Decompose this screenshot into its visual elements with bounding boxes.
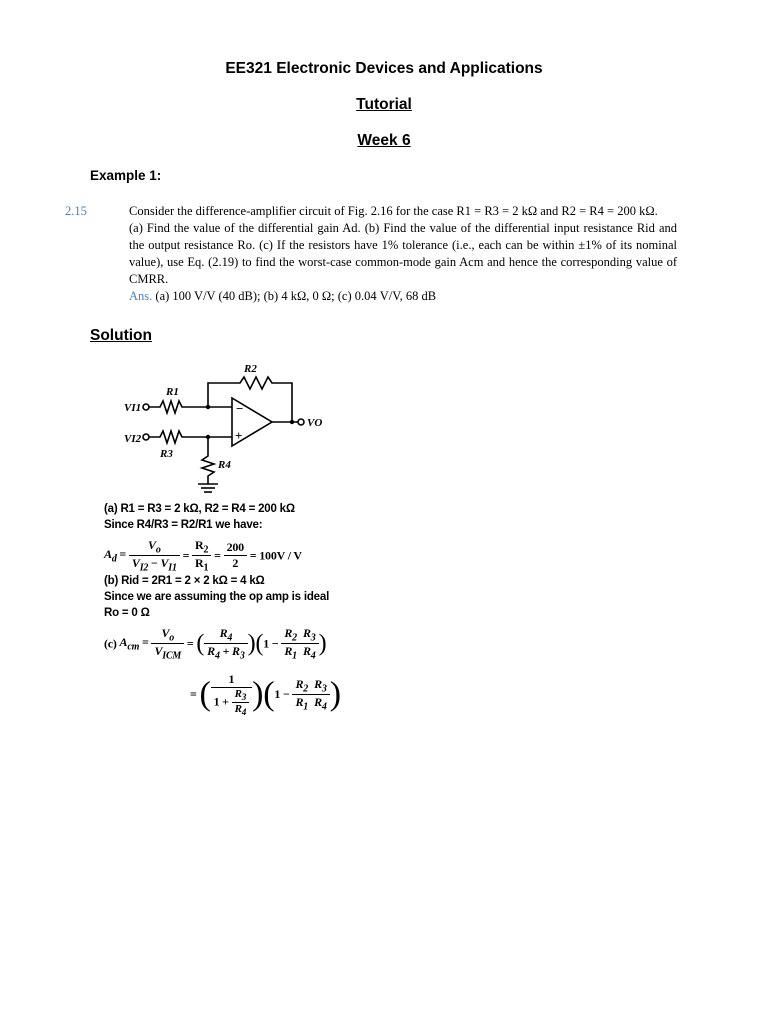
solution-heading: Solution [90, 327, 152, 344]
r4-label: R4 [218, 459, 231, 471]
vo-terminal [298, 419, 304, 425]
example-label: Example 1: [90, 168, 162, 183]
problem-number: 2.15 [65, 204, 87, 218]
solution-ideal-line: Since we are assuming the op amp is ideal [104, 591, 330, 603]
inverting-sign: − [236, 401, 244, 416]
acm-equation-2: = ( 1 1 + $\frac{R_3}{R_4}$ )(1 − $\frac{R_2}{R_1}$ $\frac{R_3}{R_4}$ ) [190, 672, 341, 718]
solution-a-line: (a) R1 = R3 = 2 kΩ, R2 = R4 = 200 kΩ [104, 503, 295, 515]
difference-amplifier-circuit [120, 358, 360, 498]
vi1-label: VI1 [124, 402, 142, 414]
week-heading: Week 6 [357, 132, 411, 149]
answer-text: (a) 100 V/V (40 dB); (b) 4 kΩ, 0 Ω; (c) 0.04 V/V, 68 dB [155, 289, 437, 303]
problem-intro: Consider the difference-amplifier circuit of Fig. 2.16 for the case R1 = R3 = 2 kΩ and R2 = R4 = 200 kΩ. [129, 204, 658, 218]
course-title: EE321 Electronic Devices and Applications [225, 60, 543, 77]
acm-equation-1: (c) $A_{cm}$ = $\frac{V_o}{V_{ICM}}$ = ( $\frac{R_4}{R_4 + R_3}$ )(1 − $\frac{R_2}{R_1}$ $\frac{R_3}{R_4}$ ) [104, 626, 327, 662]
vi1-terminal [143, 404, 149, 410]
solution-b-line: (b) Rid = 2R1 = 2 × 2 kΩ = 4 kΩ [104, 575, 265, 587]
solution-ro-line: Ro = 0 Ω [104, 607, 150, 619]
vo-label: VO [307, 417, 323, 429]
vi2-terminal [143, 434, 149, 440]
r4-resistor [202, 437, 214, 484]
r1-label: R1 [166, 386, 179, 398]
r2-label: R2 [244, 363, 257, 375]
ad-equation: $A_d$ = $\frac{V_o}{V_{I2} - V_{I1}}$ = $\frac{R_2}{R_1}$ = $\frac{200}{2}$ = 100V / V [104, 538, 302, 574]
problem-questions: (a) Find the value of the differential gain Ad. (b) Find the value of the differential input resistance Rid and the output resistance Ro. (c) If the resistors have 1% tolerance (i.e., each can be within ±1% of its nominal value), use Eq. (2.19) to find the worst-case common-mode gain Acm and hence the corresponding value of CMRR. [129, 221, 677, 286]
r1-resistor [149, 401, 232, 413]
solution-since-line: Since R4/R3 = R2/R1 we have: [104, 519, 263, 531]
tutorial-heading: Tutorial [356, 96, 412, 113]
r2-resistor [208, 377, 292, 422]
problem-statement [65, 203, 677, 305]
r3-resistor [149, 431, 232, 443]
vi2-label: VI2 [124, 433, 142, 445]
noninverting-sign: + [235, 428, 243, 443]
problem-answer [97, 288, 677, 305]
answer-label: Ans. [129, 289, 153, 303]
ad-result: 100V / V [259, 548, 302, 563]
r3-label: R3 [160, 448, 173, 460]
problem-line-1 [65, 203, 677, 220]
